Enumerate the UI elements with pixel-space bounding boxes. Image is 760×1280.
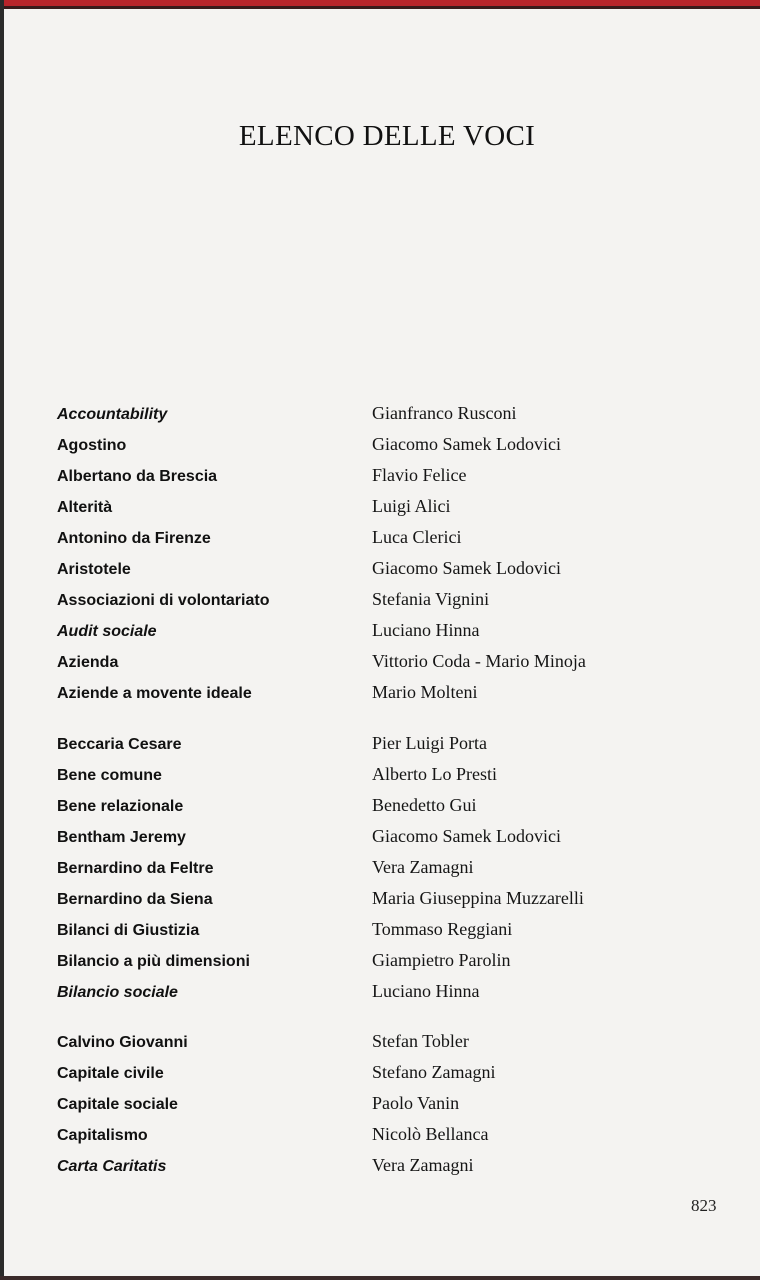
entry-group-b <box>57 734 737 1013</box>
entry-author: Vera Zamagni <box>372 857 474 877</box>
entry-term: Aristotele <box>57 561 131 578</box>
index-entry <box>57 827 737 858</box>
entry-author: Gianfranco Rusconi <box>372 403 517 423</box>
index-entry <box>57 858 737 889</box>
index-entry <box>57 1094 737 1125</box>
entry-author: Tommaso Reggiani <box>372 919 513 939</box>
index-entry <box>57 796 737 827</box>
entry-term: Albertano da Brescia <box>57 468 218 485</box>
index-entry <box>57 1032 737 1063</box>
index-entry <box>57 497 737 528</box>
entry-term: Capitale sociale <box>57 1096 178 1113</box>
entry-author: Alberto Lo Presti <box>372 764 497 784</box>
entry-author: Luciano Hinna <box>372 981 480 1001</box>
index-entry <box>57 528 737 559</box>
index-entry <box>57 683 737 714</box>
entry-term: Bentham Jeremy <box>57 829 186 846</box>
index-entry <box>57 621 737 652</box>
page-bottom-edge <box>0 1276 760 1280</box>
entry-author: Pier Luigi Porta <box>372 733 487 753</box>
index-entry <box>57 1156 737 1187</box>
entry-term: Audit sociale <box>57 623 157 640</box>
entry-author: Benedetto Gui <box>372 795 477 815</box>
entry-term: Beccaria Cesare <box>57 736 182 753</box>
index-entry <box>57 951 737 982</box>
index-entry <box>57 652 737 683</box>
entry-term: Bilanci di Giustizia <box>57 922 200 939</box>
entry-author: Giacomo Samek Lodovici <box>372 434 561 454</box>
entry-term: Antonino da Firenze <box>57 530 211 547</box>
index-entry <box>57 920 737 951</box>
entry-term: Bene comune <box>57 767 162 784</box>
index-entry <box>57 889 737 920</box>
entry-author: Giacomo Samek Lodovici <box>372 558 561 578</box>
entry-author: Vera Zamagni <box>372 1155 474 1175</box>
index-entry <box>57 765 737 796</box>
entry-author: Stefania Vignini <box>372 589 490 609</box>
entry-author: Flavio Felice <box>372 465 467 485</box>
page-left-edge <box>0 0 4 1280</box>
entry-term: Alterità <box>57 499 113 516</box>
page-number: 823 <box>691 1196 717 1215</box>
index-entry <box>57 590 737 621</box>
entry-term: Bilancio sociale <box>57 984 178 1001</box>
entry-author: Giacomo Samek Lodovici <box>372 826 561 846</box>
entry-author: Stefan Tobler <box>372 1031 469 1051</box>
entry-author: Vittorio Coda - Mario Minoja <box>372 651 586 671</box>
entry-term: Calvino Giovanni <box>57 1034 188 1051</box>
entry-term: Capitale civile <box>57 1065 164 1082</box>
entry-author: Luca Clerici <box>372 527 462 547</box>
entry-author: Maria Giuseppina Muzzarelli <box>372 888 584 908</box>
index-entry <box>57 466 737 497</box>
entry-author: Stefano Zamagni <box>372 1062 496 1082</box>
entry-author: Giampietro Parolin <box>372 950 511 970</box>
entry-author: Mario Molteni <box>372 682 478 702</box>
entry-author: Paolo Vanin <box>372 1093 460 1113</box>
index-entry <box>57 435 737 466</box>
index-entry <box>57 1125 737 1156</box>
index-entry <box>57 559 737 590</box>
entry-author: Nicolò Bellanca <box>372 1124 489 1144</box>
entry-term: Accountability <box>57 406 168 423</box>
entry-term: Bene relazionale <box>57 798 184 815</box>
entry-group-a <box>57 404 737 714</box>
entry-group-c <box>57 1032 737 1187</box>
entry-term: Carta Caritatis <box>57 1158 167 1175</box>
entry-term: Azienda <box>57 654 119 671</box>
index-entry <box>57 982 737 1013</box>
page-title: ELENCO DELLE VOCI <box>238 120 536 152</box>
entry-term: Capitalismo <box>57 1127 148 1144</box>
index-entry <box>57 404 737 435</box>
entry-term: Bilancio a più dimensioni <box>57 953 250 970</box>
entry-author: Luigi Alici <box>372 496 451 516</box>
entry-term: Bernardino da Siena <box>57 891 213 908</box>
index-entry <box>57 1063 737 1094</box>
entry-term: Bernardino da Feltre <box>57 860 214 877</box>
index-entry <box>57 734 737 765</box>
page-top-shadow <box>0 6 760 9</box>
entry-term: Associazioni di volontariato <box>57 592 270 609</box>
entry-author: Luciano Hinna <box>372 620 480 640</box>
entry-term: Agostino <box>57 437 127 454</box>
entry-term: Aziende a movente ideale <box>57 685 252 702</box>
